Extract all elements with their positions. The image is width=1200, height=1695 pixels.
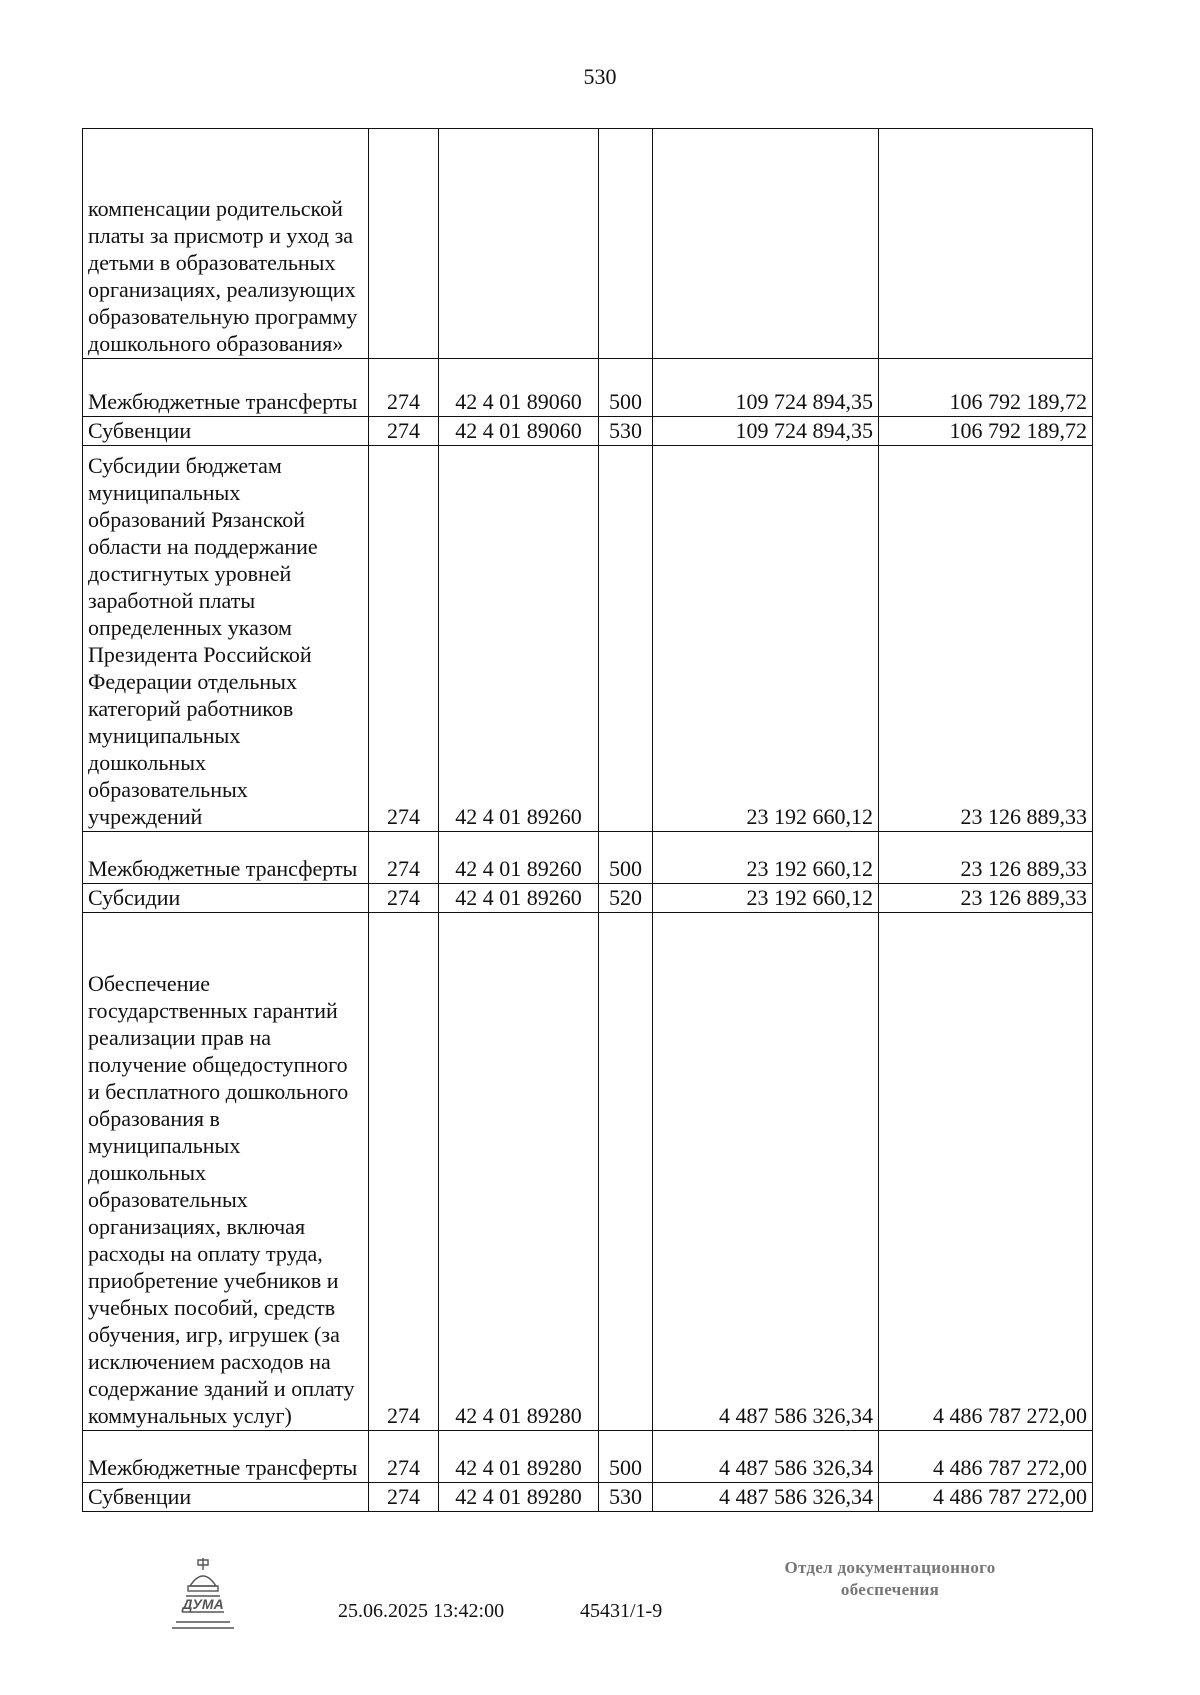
cell-gr: 274 — [369, 359, 439, 417]
cell-sum-2: 23 126 889,33 — [879, 446, 1093, 832]
stamp-line-2: обеспечения — [840, 1580, 940, 1599]
stamp-line-1: Отдел документационного — [784, 1558, 996, 1577]
cell-csr: 42 4 01 89280 — [439, 1431, 599, 1483]
cell-gr — [369, 129, 439, 359]
cell-sum-2: 4 486 787 272,00 — [879, 1483, 1093, 1512]
cell-name: Субвенции — [83, 1483, 369, 1512]
cell-sum-1: 4 487 586 326,34 — [653, 1431, 879, 1483]
page-number: 530 — [583, 64, 617, 89]
cell-sum-1 — [653, 129, 879, 359]
cell-sum-2: 23 126 889,33 — [879, 884, 1093, 913]
cell-sum-2: 4 486 787 272,00 — [879, 1431, 1093, 1483]
table-row — [83, 129, 1093, 359]
cell-vr: 530 — [599, 417, 653, 446]
cell-csr: 42 4 01 89280 — [439, 1483, 599, 1512]
cell-name: Субсидии — [83, 884, 369, 913]
cell-sum-2: 106 792 189,72 — [879, 417, 1093, 446]
cell-name: Обеспечение государственных гарантий реализации прав на получение общедоступного и бесплатного дошкольного образования в муниципальных дошкольных образовательных организациях, включая расходы на оплату труда, приобретение учебников и учебных пособий, средств обучения, игр, игрушек (за исключением расходов на содержание зданий и оплату коммунальных услуг) — [83, 913, 369, 1431]
cell-vr: 520 — [599, 884, 653, 913]
logo-text: ДУМА — [182, 1596, 224, 1612]
cell-sum-2: 106 792 189,72 — [879, 359, 1093, 417]
cell-csr: 42 4 01 89260 — [439, 884, 599, 913]
table-row — [83, 832, 1093, 884]
cell-name: Межбюджетные трансферты — [83, 359, 369, 417]
cell-vr: 500 — [599, 1431, 653, 1483]
cell-name: Субвенции — [83, 417, 369, 446]
footer-datetime: 25.06.2025 13:42:00 — [338, 1600, 505, 1622]
table-row — [83, 884, 1093, 913]
cell-sum-1: 23 192 660,12 — [653, 832, 879, 884]
cell-sum-1: 4 487 586 326,34 — [653, 913, 879, 1431]
cell-name: Межбюджетные трансферты — [83, 1431, 369, 1483]
cell-gr: 274 — [369, 832, 439, 884]
cell-sum-2: 23 126 889,33 — [879, 832, 1093, 884]
cell-csr — [439, 129, 599, 359]
cell-csr: 42 4 01 89260 — [439, 832, 599, 884]
cell-gr: 274 — [369, 446, 439, 832]
cell-gr: 274 — [369, 884, 439, 913]
cell-vr — [599, 129, 653, 359]
cell-vr — [599, 913, 653, 1431]
cell-name: Субсидии бюджетам муниципальных образований Рязанской области на поддержание достигнутых уровней заработной платы определенных указом Президента Российской Федерации отдельных категорий работников муниципальных дошкольных образовательных учреждений — [83, 446, 369, 832]
cell-csr: 42 4 01 89060 — [439, 359, 599, 417]
table-row — [83, 1431, 1093, 1483]
cell-vr — [599, 446, 653, 832]
cell-csr: 42 4 01 89260 — [439, 446, 599, 832]
cell-sum-1: 23 192 660,12 — [653, 884, 879, 913]
cell-csr: 42 4 01 89060 — [439, 417, 599, 446]
table-row — [83, 446, 1093, 832]
cell-sum-1: 109 724 894,35 — [653, 417, 879, 446]
cell-sum-2: 4 486 787 272,00 — [879, 913, 1093, 1431]
department-stamp — [740, 1557, 1040, 1601]
cell-sum-1: 4 487 586 326,34 — [653, 1483, 879, 1512]
table-row — [83, 913, 1093, 1431]
footer-registration-number: 45431/1-9 — [580, 1600, 663, 1622]
cell-name: Межбюджетные трансферты — [83, 832, 369, 884]
cell-vr: 530 — [599, 1483, 653, 1512]
duma-logo — [168, 1556, 238, 1636]
cell-vr: 500 — [599, 359, 653, 417]
cell-sum-1: 109 724 894,35 — [653, 359, 879, 417]
cell-name: компенсации родительской платы за присмотр и уход за детьми в образовательных организациях, реализующих образовательную программу дошкольного образования» — [83, 129, 369, 359]
table-row — [83, 359, 1093, 417]
cell-gr: 274 — [369, 913, 439, 1431]
cell-csr: 42 4 01 89280 — [439, 913, 599, 1431]
cell-gr: 274 — [369, 1483, 439, 1512]
cell-sum-2 — [879, 129, 1093, 359]
table-row — [83, 1483, 1093, 1512]
table-row — [83, 417, 1093, 446]
cell-gr: 274 — [369, 1431, 439, 1483]
cell-sum-1: 23 192 660,12 — [653, 446, 879, 832]
cell-vr: 500 — [599, 832, 653, 884]
budget-table — [82, 128, 1093, 1512]
cell-gr: 274 — [369, 417, 439, 446]
